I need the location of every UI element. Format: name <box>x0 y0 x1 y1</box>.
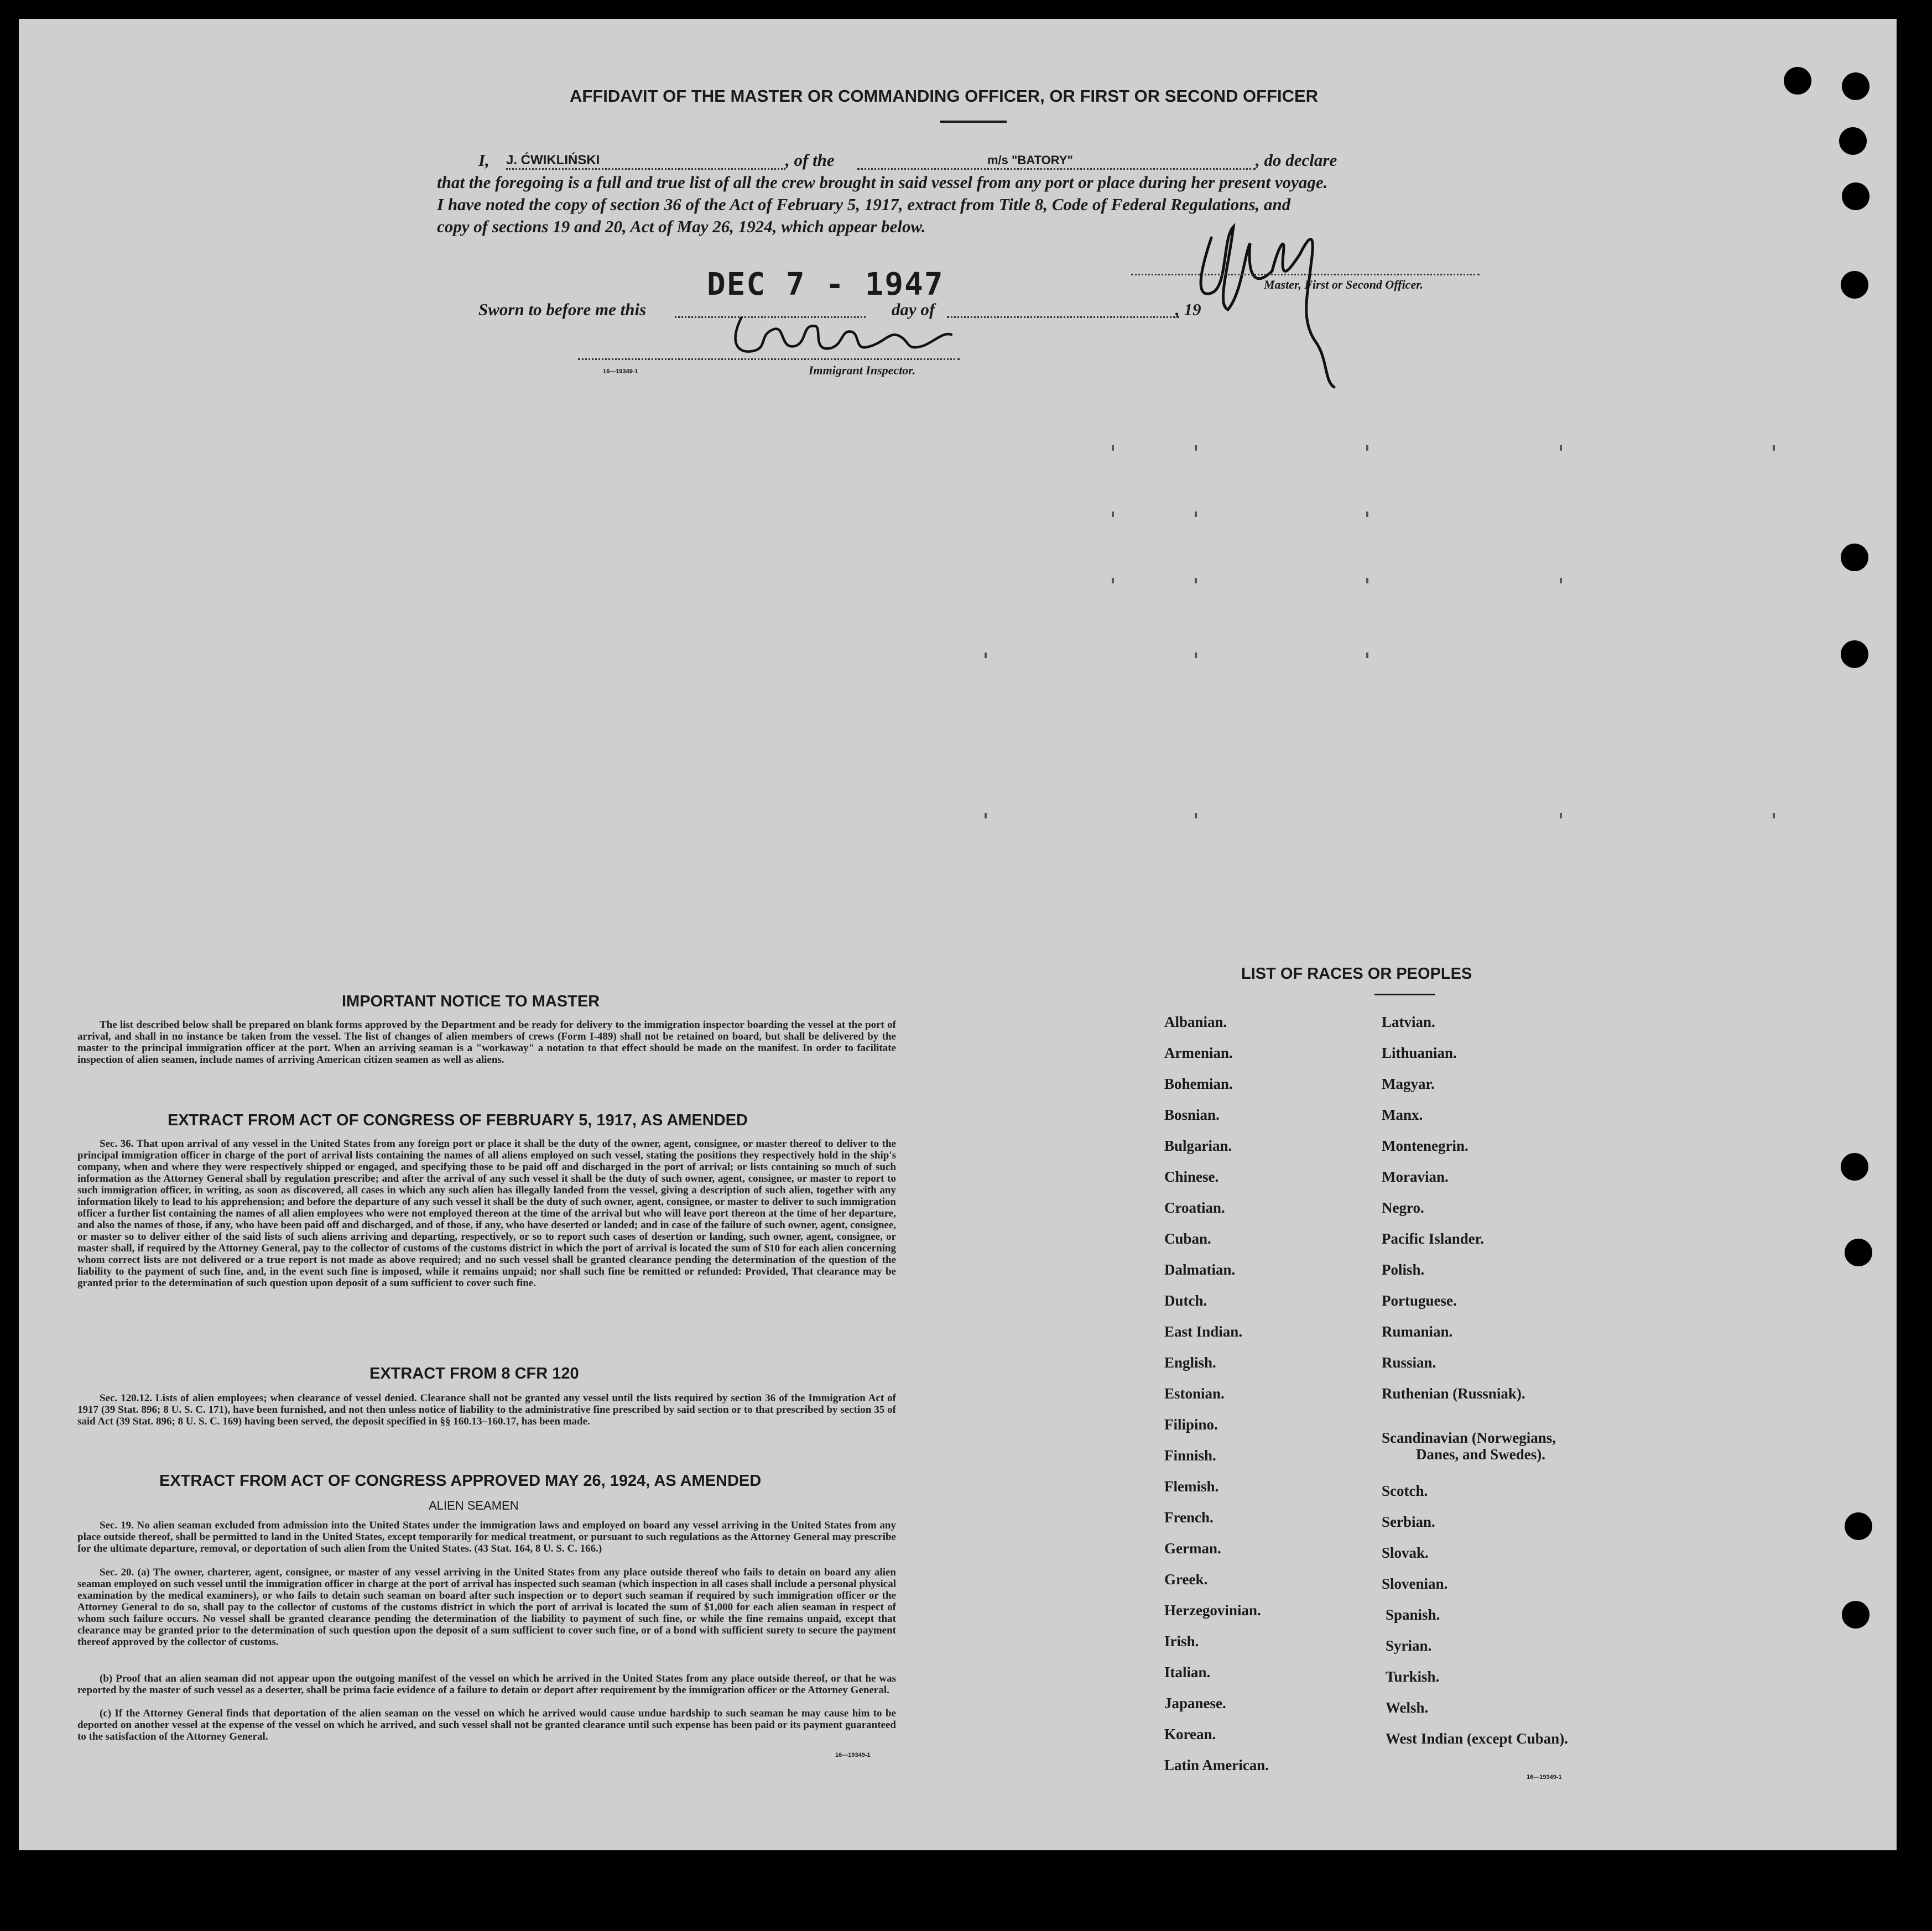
extract-cfr-title: EXTRACT FROM 8 CFR 120 <box>369 1365 579 1382</box>
column-tick <box>1366 578 1368 583</box>
binder-hole <box>1841 640 1868 668</box>
race-left: Greek. <box>1164 1571 1208 1588</box>
binder-hole <box>1842 1601 1869 1629</box>
race-right: Scotch. <box>1382 1483 1428 1499</box>
sec20c-body: (c) If the Attorney General finds that deportation of the alien seaman on the vessel on which he arrived would cause undue hardship to such seaman he may cause him to be deported on another vessel at the expense of the vessel on which he arrived, and such vessel shall not be granted clearance until such expense has been paid or its payment guaranteed to the satisfaction of the Attorney General. <box>77 1708 896 1742</box>
vessel-name: m/s "BATORY" <box>987 153 1073 167</box>
race-right: Lithuanian. <box>1382 1045 1457 1061</box>
officer-name: J. ĆWIKLIŃSKI <box>506 153 600 168</box>
race-left: East Indian. <box>1164 1323 1243 1340</box>
master-signature <box>1189 205 1366 393</box>
race-left: Estonian. <box>1164 1385 1225 1402</box>
binder-hole <box>1839 127 1867 155</box>
race-left: Irish. <box>1164 1633 1199 1650</box>
binder-hole <box>1845 1512 1872 1540</box>
race-right: Spanish. <box>1386 1606 1440 1623</box>
race-left: Latin American. <box>1164 1757 1269 1773</box>
column-tick <box>1112 578 1114 583</box>
form-number-top: 16—19349-1 <box>603 368 638 375</box>
inspector-signature-line <box>578 358 960 360</box>
column-tick <box>985 653 987 658</box>
race-left: Croatian. <box>1164 1199 1225 1216</box>
declaration-line-4: copy of sections 19 and 20, Act of May 26, 1924, which appear below. <box>437 217 926 236</box>
race-right: Latvian. <box>1382 1014 1435 1030</box>
extract-1917-title: EXTRACT FROM ACT OF CONGRESS OF FEBRUARY 5, 1917, AS AMENDED <box>168 1111 748 1129</box>
race-left: Cuban. <box>1164 1230 1211 1247</box>
race-left: Chinese. <box>1164 1168 1219 1185</box>
notice-title: IMPORTANT NOTICE TO MASTER <box>342 993 600 1010</box>
notice-body: The list described below shall be prepared on blank forms approved by the Department and be ready for delivery to the immigration inspector boarding the vessel at the port of arrival, and shall in no instance be taken from the vessel. The list of changes of alien members of crews (Form I-489) shall not be retained on board, but shall be delivered by the master to the principal immigration officer at the port. When an arriving seaman is a "workaway" a notation to that effect should be made on the manifest. In order to facilitate inspection of alien seamen, include names of arriving American citizen seamen as well as aliens. <box>77 1019 896 1066</box>
race-left: Dutch. <box>1164 1292 1207 1309</box>
race-left: English. <box>1164 1354 1216 1371</box>
column-tick <box>1366 653 1368 658</box>
column-tick <box>1773 445 1775 451</box>
race-left: Flemish. <box>1164 1478 1219 1495</box>
race-left: Bosnian. <box>1164 1107 1220 1123</box>
inspector-signature <box>725 312 957 362</box>
do-declare-text: , do declare <box>1256 150 1337 170</box>
race-left: Korean. <box>1164 1726 1216 1742</box>
race-right: Danes, and Swedes). <box>1416 1446 1546 1463</box>
date-stamp: DEC 7 - 1947 <box>707 267 944 302</box>
officer-signature-line <box>1131 274 1480 275</box>
race-left: French. <box>1164 1509 1214 1526</box>
sworn-prefix: Sworn to before me this <box>478 300 647 319</box>
column-tick <box>985 813 987 818</box>
sec20b-body: (b) Proof that an alien seaman did not appear upon the outgoing manifest of the vessel on which he arrived in the United States from any place outside thereof, or that he was reported by the master of such vessel as a deserter, shall be prima facie evidence of a failure to detain or deport after requirement by the immigration officer or the Attorney General. <box>77 1673 896 1696</box>
column-tick <box>1773 813 1775 818</box>
binder-hole <box>1845 1239 1872 1266</box>
race-right: Russian. <box>1382 1354 1436 1371</box>
race-right: Slovak. <box>1382 1544 1429 1561</box>
race-right: Slovenian. <box>1382 1575 1448 1592</box>
race-right: Ruthenian (Russniak). <box>1382 1385 1525 1402</box>
binder-hole <box>1842 182 1869 210</box>
binder-hole <box>1841 1153 1868 1181</box>
column-tick <box>1560 813 1562 818</box>
race-right: Serbian. <box>1382 1514 1435 1530</box>
race-right: West Indian (except Cuban). <box>1386 1730 1569 1747</box>
race-left: Finnish. <box>1164 1447 1216 1464</box>
vessel-blank-line <box>857 168 1256 170</box>
race-left: Armenian. <box>1164 1045 1233 1061</box>
inspector-caption: Immigrant Inspector. <box>809 363 916 377</box>
race-right: Turkish. <box>1386 1668 1440 1685</box>
extract-1924-subtitle: ALIEN SEAMEN <box>429 1499 519 1512</box>
title-divider <box>940 121 1007 123</box>
i-prefix: I, <box>478 150 489 170</box>
column-tick <box>1112 512 1114 517</box>
affidavit-title: AFFIDAVIT OF THE MASTER OR COMMANDING OFFICER, OR FIRST OR SECOND OFFICER <box>570 86 1319 106</box>
race-right: Manx. <box>1382 1107 1423 1123</box>
extract-cfr-body: Sec. 120.12. Lists of alien employees; when clearance of vessel denied. Clearance shall not be granted any vessel until the lists required by section 36 of the Immigration Act of 1917 (39 Stat. 896; 8 U. S. C. 171), have been furnished, and not then unless notice of liability to the administrative fine prescribed by said section or to that prescribed by section 35 of said Act (39 Stat. 896; 8 U. S. C. 169) having been served, the deposit specified in §§ 160.13–160.17, has been made. <box>77 1392 896 1427</box>
race-left: Dalmatian. <box>1164 1261 1236 1278</box>
race-right: Portuguese. <box>1382 1292 1457 1309</box>
race-left: German. <box>1164 1540 1221 1557</box>
race-right: Scandinavian (Norwegians, <box>1382 1429 1556 1446</box>
race-left: Japanese. <box>1164 1695 1226 1711</box>
race-right: Syrian. <box>1386 1637 1432 1654</box>
binder-hole <box>1841 544 1868 571</box>
race-right: Magyar. <box>1382 1076 1435 1092</box>
column-tick <box>1112 445 1114 451</box>
binder-hole <box>1784 67 1811 95</box>
month-blank-line <box>947 316 1179 318</box>
form-number-bottom-right: 16—19349-1 <box>1527 1774 1562 1781</box>
race-left: Filipino. <box>1164 1416 1218 1433</box>
column-tick <box>1366 445 1368 451</box>
race-left: Bohemian. <box>1164 1076 1233 1092</box>
race-left: Herzegovinian. <box>1164 1602 1261 1619</box>
column-tick <box>1195 578 1197 583</box>
sec20a-body: Sec. 20. (a) The owner, charterer, agent, consignee, or master of any vessel arriving in the United States from any place outside thereof who fails to detain on board any alien seaman employed on such vessel until the immigration officer in charge at the port of arrival has inspected such seaman (which inspection in all cases shall include a personal physical examination by the medical examiners), or who fails to detain such seaman on board after such inspection or to deport such seaman if required by such immigration officer or the Attorney General to do so, shall pay to the collector of customs of the customs district in which the port of arrival is located the sum of $1,000 for each alien seaman in respect of whom such failure occurs. No vessel shall be granted clearance pending the determination of the liability to payment of such fine, or while the fine remains unpaid, except that clearance may be granted prior to the determination of such question upon the deposit of a sum sufficient to cover such fine, or of a bond with sufficient surety to secure the payment thereof approved by the collector of customs. <box>77 1567 896 1648</box>
column-tick <box>1195 653 1197 658</box>
race-right: Pacific Islander. <box>1382 1230 1484 1247</box>
form-number-bottom-left: 16—19349-1 <box>835 1752 871 1758</box>
race-left: Bulgarian. <box>1164 1137 1232 1154</box>
officer-caption: Master, First or Second Officer. <box>1264 278 1424 291</box>
column-tick <box>1560 445 1562 451</box>
extract-1917-body: Sec. 36. That upon arrival of any vessel in the United States from any foreign port or place it shall be the duty of the owner, agent, consignee, or master thereof to deliver to the principal immigration officer in charge of the port of arrival lists containing the names of all aliens employed on such vessel, stating the positions they respectively hold in the ship's company, when and where they were respectively shipped or engaged, and specifying those to be paid off and discharged in the port of arrival; or lists containing so much of such information as the Attorney General shall by regulation prescribe; and after the arrival of any such vessel it shall be the duty of such owner, agent, consignee, or master to report to such immigration officer, in writing, as soon as discovered, all cases in which any such alien has illegally landed from the vessel, giving a description of such alien, together with any information likely to lead to his apprehension; and before the departure of any such vessel it shall be the duty of such owner, agent, consignee, or master to deliver to such immigration officer a further list containing the names of all alien employees who were not employed thereon at the time of the arrival but who will leave port thereon at the time of her departure, and also the names of those, if any, who have been paid off and discharged, and of those, if any, who have deserted or landed; and in case of the failure of such owner, agent, consignee, or master so to deliver either of the said lists of such aliens arriving and departing, respectively, or so to report such cases of desertion or landing, such owner, agent, consignee, or master shall, if required by the Attorney General, pay to the collector of customs of the customs district in which the port of arrival is located the sum of $10 for each alien concerning whom correct lists are not delivered or a true report is not made as above required; and no such vessel shall be granted clearance pending the determination of the question of the liability to the payment of such fine, and, in the event such fine is imposed, while it remains unpaid; nor shall such fine be remitted or refunded: Provided, That clearance may be granted prior to the determination of such question upon deposit of a sum sufficient to cover such fine. <box>77 1138 896 1289</box>
column-tick <box>1560 578 1562 583</box>
race-left: Italian. <box>1164 1664 1211 1681</box>
race-right: Montenegrin. <box>1382 1137 1468 1154</box>
column-tick <box>1195 445 1197 451</box>
races-title: LIST OF RACES OR PEOPLES <box>1241 965 1472 983</box>
extract-1924-title: EXTRACT FROM ACT OF CONGRESS APPROVED MAY 26, 1924, AS AMENDED <box>159 1472 762 1490</box>
race-right: Welsh. <box>1386 1699 1429 1716</box>
race-right: Rumanian. <box>1382 1323 1453 1340</box>
races-divider <box>1374 994 1435 995</box>
sec19-body: Sec. 19. No alien seaman excluded from admission into the United States under the immigration laws and employed on board any vessel arriving in the United States from any place outside thereof, shall be permitted to land in the United States, except temporarily for medical treatment, or pursuant to such regulations as the Attorney General may prescribe for the ultimate departure, removal, or deportation of such alien from the United States. (43 Stat. 164, 8 U. S. C. 166.) <box>77 1520 896 1554</box>
binder-hole <box>1842 72 1869 100</box>
column-tick <box>1366 512 1368 517</box>
race-right: Moravian. <box>1382 1168 1449 1185</box>
column-tick <box>1195 512 1197 517</box>
column-tick <box>1195 813 1197 818</box>
binder-hole <box>1841 271 1868 299</box>
day-of-text: day of <box>892 300 935 319</box>
year-prefix: , 19 <box>1175 300 1201 319</box>
race-right: Negro. <box>1382 1199 1424 1216</box>
declaration-line-3: I have noted the copy of section 36 of the Act of February 5, 1917, extract from Title 8, Code of Federal Regulations, and <box>437 195 1291 214</box>
declaration-line-2: that the foregoing is a full and true list of all the crew brought in said vessel from any port or place during her present voyage. <box>437 173 1328 192</box>
of-the-text: , of the <box>785 150 835 170</box>
race-left: Albanian. <box>1164 1014 1227 1030</box>
race-right: Polish. <box>1382 1261 1425 1278</box>
name-blank-line <box>506 168 785 170</box>
